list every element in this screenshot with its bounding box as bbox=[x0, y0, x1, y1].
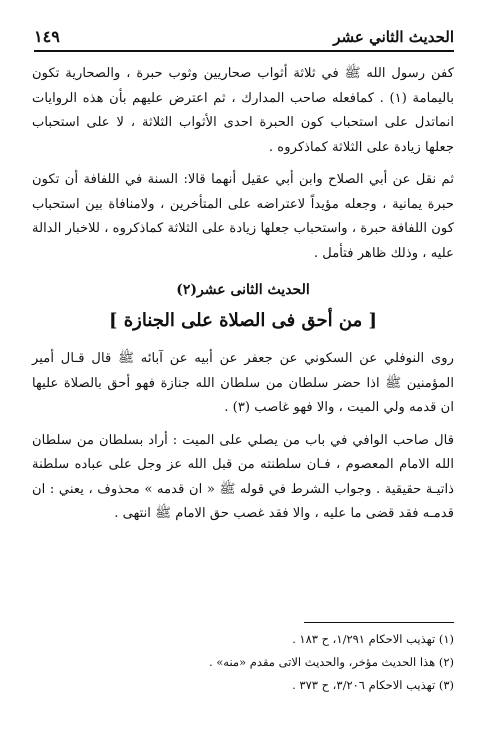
paragraph-4: قال صاحب الوافي في باب من يصلي على الميت : أراد بسلطان من سلطان الله الامام المعصوم ، فـان سلطنته من قبل الله عز وجل على عباده سلطنة ذاتيـة حقيقية . وجواب الشرط في قوله ﷺ « ان قدمه » محذوف ، يعني : ان قدمـه فقد قضى ما عليه ، والا فقد غصب حق الامام ﷺ انتهى . bbox=[32, 432, 454, 521]
page-number: ١٤٩ bbox=[34, 27, 60, 46]
paragraph-2: ثم نقل عن أبي الصلاح وابن أبي عقيل أنهما قالا: السنة في اللفافة أن تكون حبرة يمانية ، وجعله مؤيداً لاعتراضه على المتأخرين ، ولامنافاة بين استحباب كون اللفافة حبرة ، واستحباب جعلها زيادة على الثلاثة كماذكروه ، للاخبار الدالة عليه ، وذلك ظاهر فتأمل . bbox=[32, 172, 454, 261]
footnotes bbox=[40, 628, 454, 697]
header-rule bbox=[34, 50, 454, 52]
footnote-1: (١) تهذيب الاحكام ١/٢٩١، ح ١٨٣ . bbox=[292, 632, 454, 646]
chapter-title: [ من أحق فى الصلاة على الجنازة ] bbox=[108, 309, 378, 331]
main-text bbox=[32, 62, 454, 527]
section-title: الحديث الثانى عشر(٢) bbox=[176, 282, 310, 298]
running-title: الحديث الثاني عشر bbox=[333, 28, 454, 46]
paragraph-3: روى النوفلي عن السكوني عن جعفر عن أبيه عن آبائه ﷺ قال قـال أمير المؤمنين ﷺ اذا حضر سلطان من سلطان الله جنازة فهو أحق بالصلاة عليها ان قدمه ولي الميت ، والا فهو غاصب (٣) . bbox=[32, 351, 454, 415]
paragraph-1: كفن رسول الله ﷺ في ثلاثة أثواب صحاريين وثوب حبرة ، والصحارية تكون باليمامة (١) . كمافعله صاحب المدارك ، ثم اعترض عليهم بأن هذه الروايات انماتدل على استحباب كون الحبرة احدى الأثواب الثلاثة ، لا على استحباب جعلها زيادة على الثلاثة كماذكروه . bbox=[32, 66, 454, 155]
footnote-3: (٣) تهذيب الاحكام ٣/٢٠٦، ح ٣٧٣ . bbox=[292, 678, 454, 692]
footnote-rule bbox=[304, 622, 454, 623]
running-header bbox=[34, 20, 454, 46]
footnote-2: (٢) هذا الحديث مؤخر، والحديث الاتى مقدم «منه» . bbox=[208, 655, 454, 669]
